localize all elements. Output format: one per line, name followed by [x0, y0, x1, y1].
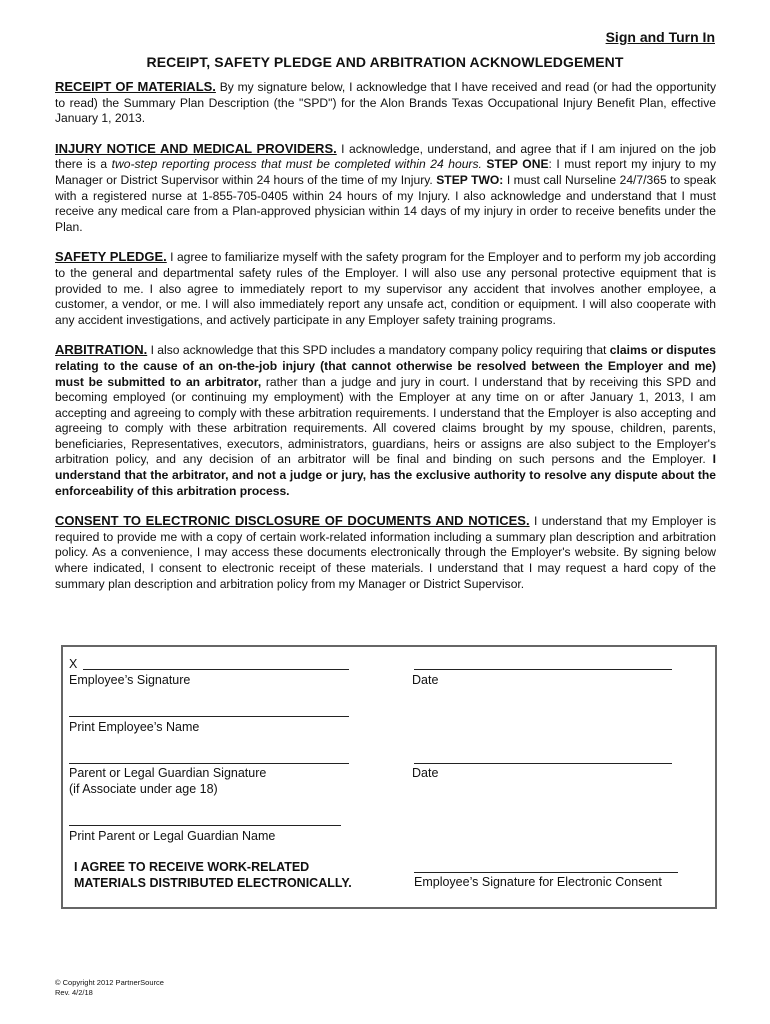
sign-and-turn-in-label: Sign and Turn In	[605, 29, 715, 45]
electronic-agreement-statement	[74, 859, 352, 891]
document-title: RECEIPT, SAFETY PLEDGE AND ARBITRATION ACKNOWLEDGEMENT	[146, 54, 624, 70]
step-two-label: STEP TWO:	[436, 172, 504, 187]
guardian-signature-label: Parent or Legal Guardian Signature	[69, 766, 267, 780]
print-guardian-name-label: Print Parent or Legal Guardian Name	[69, 829, 276, 843]
injury-text-3: I must call Nurseline 24/7/365 to speak with a registered nurse at 1-855-705-0405 within 24 hours of my Injury. I also acknowledge and understand that I must receive any medical care from a Plan-approved physician within 14 days of my injury in order to receive benefits under the Plan.	[55, 172, 717, 234]
x-mark: X	[69, 657, 78, 671]
guardian-signature-line[interactable]	[69, 763, 349, 764]
injury-paragraph	[55, 141, 716, 236]
receipt-heading: RECEIPT OF MATERIALS.	[55, 79, 216, 94]
date-line-2[interactable]	[414, 763, 672, 764]
arbitration-paragraph	[55, 342, 716, 499]
injury-text-1: I acknowledge, understand, and agree that if I am injured on the job there is a	[55, 141, 716, 172]
arbitration-text-bold-1: claims or disputes relating to the cause of an on-the-job injury (that cannot otherwise be resolved between the Employer and me) must be submitted to an arbitrator,	[55, 343, 717, 389]
print-employee-name-line[interactable]	[69, 716, 349, 717]
arbitration-text-bold-2: I understand that the arbitrator, and not a judge or jury, has the exclusive authority to resolve any dispute about the enforceability of this arbitration process.	[55, 452, 716, 498]
electronic-consent-signature-label: Employee’s Signature for Electronic Consent	[414, 875, 662, 889]
employee-signature-label: Employee’s Signature	[69, 673, 191, 687]
arbitration-text-1: I also acknowledge that this SPD includes a mandatory company policy requiring that	[147, 343, 610, 358]
safety-heading: SAFETY PLEDGE.	[55, 249, 167, 265]
guardian-age-note: (if Associate under age 18)	[69, 782, 218, 796]
document-body	[55, 79, 716, 606]
agreement-line-1: I AGREE TO RECEIVE WORK-RELATED	[74, 860, 310, 874]
footer	[55, 978, 164, 998]
print-guardian-name-line[interactable]	[69, 825, 341, 826]
injury-text-2: : I must report my injury to my Manager or District Supervisor within 24 hours of the time of my Injury.	[55, 157, 717, 187]
injury-heading: INJURY NOTICE AND MEDICAL PROVIDERS.	[55, 140, 337, 156]
revision-text: Rev. 4/2/18	[55, 988, 93, 997]
consent-heading: CONSENT TO ELECTRONIC DISCLOSURE OF DOCUMENTS AND NOTICES.	[55, 513, 530, 529]
electronic-consent-signature-line[interactable]	[414, 872, 678, 873]
signature-box	[61, 645, 717, 909]
safety-text: I agree to familiarize myself with the safety program for the Employer and to perform my job according to the general and departmental safety rules of the Employer. I will also use any personal protective equipment that is provided to me. I also agree to immediately report to my supervisor any accident that involves another employee, a customer, a vendor, or me. I will also immediately report any unsafe act, condition or equipment. I will also cooperate with any accident investigations, and actively participate in any Employer safety training programs.	[55, 250, 717, 327]
arbitration-text-2: rather than a judge and jury in court. I understand that by receiving this SPD and becoming employed (or continuing my employment) with the Employer at any time on or after January 1, 2013, I am accepting and agreeing to comply with these arbitration requirements. I understand that the Employer is also accepting and agreeing to comply with these arbitration requirements. All covered claims brought by my spouse, children, parents, beneficiaries, Representatives, executors, administrators, guardians, heirs or assigns are also subject to the Employer's arbitration policy, and any decision of an arbitrator will be final and binding on such persons and the Employer.	[55, 374, 716, 467]
employee-signature-line[interactable]	[83, 669, 349, 670]
date-label-2: Date	[412, 766, 439, 780]
safety-paragraph	[55, 249, 716, 328]
receipt-text: By my signature below, I acknowledge that I have received and read (or had the opportunity to read) the Summary Plan Description (the "SPD") for the Alon Brands Texas Occupational Injury Benefit Plan, effective January 1, 2013.	[55, 80, 716, 126]
step-one-label: STEP ONE	[481, 157, 549, 172]
consent-paragraph	[55, 513, 716, 592]
arbitration-heading: ARBITRATION.	[55, 342, 148, 358]
copyright-text: © Copyright 2012 PartnerSource	[55, 978, 164, 987]
date-label-1: Date	[412, 673, 439, 687]
date-line-1[interactable]	[414, 669, 672, 670]
print-employee-name-label: Print Employee’s Name	[69, 720, 200, 734]
injury-text-italic: two-step reporting process that must be completed within 24 hours.	[111, 157, 482, 172]
agreement-line-2: MATERIALS DISTRIBUTED ELECTRONICALLY.	[74, 876, 352, 890]
consent-text: I understand that my Employer is required to provide me with a copy of certain work-related information including a summary plan description and arbitration policy. As a convenience, I may access these documents electronically through the Employer's website. By signing below where indicated, I consent to electronic receipt of these materials. I understand that I may request a hard copy of the summary plan description and arbitration policy from my Manager or District Supervisor.	[55, 514, 716, 591]
receipt-paragraph	[55, 79, 716, 127]
